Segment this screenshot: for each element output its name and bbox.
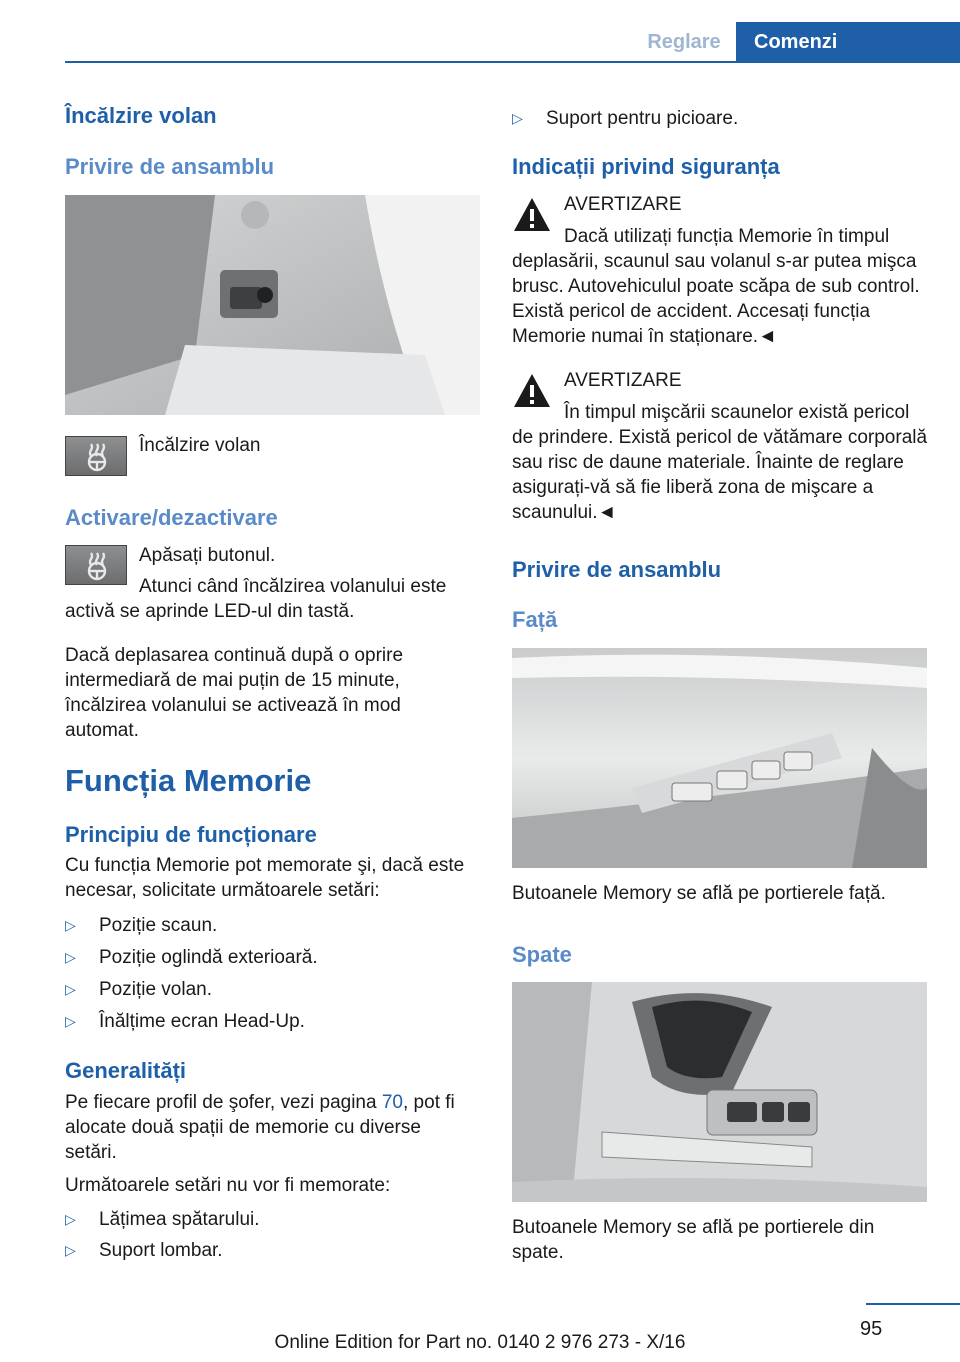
list-item: ▷ Înălțime ecran Head-Up. <box>65 1011 305 1032</box>
subheading-privire: Privire de ansamblu <box>65 154 275 179</box>
list-item: ▷ Lățimea spătarului. <box>65 1209 260 1230</box>
caption-spate: Butoanele Memory se află pe portierele din spate. <box>512 1217 875 1263</box>
page-header <box>0 0 960 62</box>
list-triangle-icon: ▷ <box>512 110 523 126</box>
list-triangle-icon: ▷ <box>65 1242 76 1258</box>
steering-heat-photo <box>65 195 480 415</box>
tab-comenzi[interactable]: Comenzi <box>736 22 960 61</box>
subheading-spate: Spate <box>512 942 572 967</box>
header-divider <box>65 61 960 63</box>
list-triangle-icon: ▷ <box>65 1013 76 1029</box>
heading-indicatii: Indicații privind siguranța <box>512 154 780 179</box>
page-link-70[interactable]: 70 <box>381 1092 403 1113</box>
list-item: ▷ Poziție volan. <box>65 979 213 1000</box>
warning-1-text: Dacă utilizați funcția Memorie în timpul deplasării, scaunul sau volanul s-ar putea mişca brusc. Autovehiculul poate scăpa de sub control. Există pericol de accident. Accesați funcția Memorie numai în staționare.◄ <box>512 226 920 347</box>
list-item: ▷ Poziție oglindă exterioară. <box>65 947 318 968</box>
heading-incalzire-volan: Încălzire volan <box>65 103 217 128</box>
list-item: ▷ Suport lombar. <box>65 1240 223 1261</box>
page-number: 95 <box>860 1318 883 1340</box>
warning-2-text: În timpul mişcării scaunelor există pericol de prindere. Există pericol de vătămare corporală sau risc de daune materiale. Înainte de reglare asigurați-vă să fie liberă zona de mişcare a scaunului.◄ <box>512 402 928 523</box>
list-triangle-icon: ▷ <box>65 1211 76 1227</box>
generalitati-text: Pe fiecare profil de şofer, vezi pagina 70, pot fi alocate două spații de memorie cu diverse setări. <box>65 1092 455 1163</box>
activare-line-2: Atunci când încălzirea volanului este activă se aprinde LED-ul din tastă. <box>65 576 447 622</box>
warning-2-title: AVERTIZARE <box>564 370 682 391</box>
tab-reglare[interactable]: Reglare <box>647 31 721 53</box>
edition-line: Online Edition for Part no. 0140 2 976 273 - X/16 <box>274 1332 686 1353</box>
subheading-activare: Activare/dezactivare <box>65 505 278 530</box>
nememorate-text: Următoarele setări nu vor fi memorate: <box>65 1175 391 1196</box>
steering-heat-button-icon <box>65 436 127 476</box>
footer-divider <box>866 1303 960 1305</box>
principiu-text: Cu funcția Memorie pot memorate şi, dacă este necesar, solicitate următoarele setări: <box>65 855 465 901</box>
activare-line-1: Apăsați butonul. <box>139 545 276 566</box>
subheading-fata: Față <box>512 607 558 632</box>
caption-fata: Butoanele Memory se află pe portierele față. <box>512 883 886 904</box>
heading-privire-right: Privire de ansamblu <box>512 557 722 582</box>
list-triangle-icon: ▷ <box>65 981 76 997</box>
list-item: ▷ Poziție scaun. <box>65 915 218 936</box>
list-item: ▷ Suport pentru picioare. <box>512 108 739 129</box>
chapter-functia-memorie: Funcția Memorie <box>65 763 312 798</box>
front-door-photo <box>512 648 927 868</box>
warning-1-title: AVERTIZARE <box>564 194 682 215</box>
caption-incalzire: Încălzire volan <box>139 435 261 456</box>
rear-door-photo <box>512 982 927 1202</box>
heading-principiu: Principiu de funcționare <box>65 822 317 847</box>
list-triangle-icon: ▷ <box>65 917 76 933</box>
list-triangle-icon: ▷ <box>65 949 76 965</box>
heading-generalitati: Generalități <box>65 1058 187 1083</box>
paragraph-deplasare: Dacă deplasarea continuă după o oprire intermediară de mai puțin de 15 minute, încălzirea volanului se activează în mod automat. <box>65 645 404 741</box>
